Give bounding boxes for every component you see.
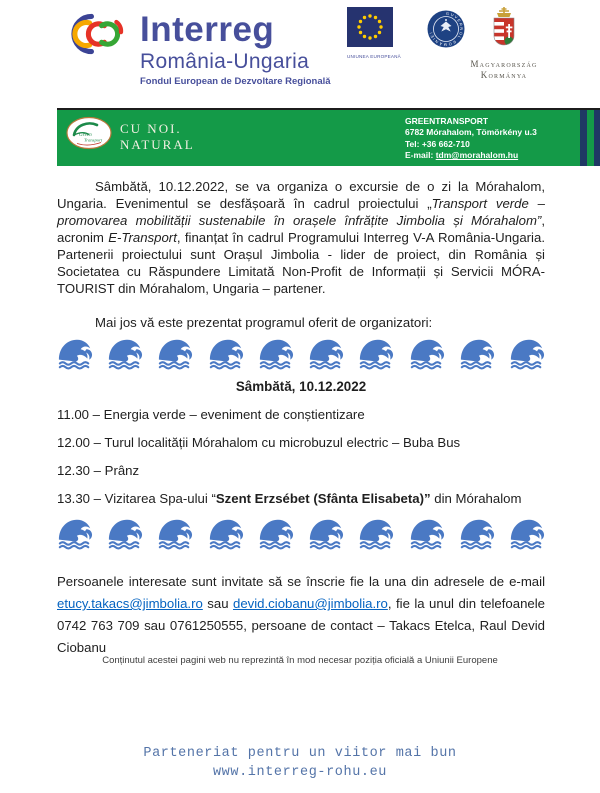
program-item-4-pre: 13.30 – Vizitarea Spa-ului “ (57, 491, 216, 506)
wave-icon (509, 516, 545, 550)
banner-slogan (120, 121, 195, 153)
org-email-link[interactable]: tdm@morahalom.hu (435, 149, 519, 160)
interreg-subtitle: Fondul European de Dezvoltare Regională (140, 76, 331, 87)
footer-url[interactable]: www.interreg-rohu.eu (212, 765, 388, 780)
contact-paragraph (57, 571, 545, 659)
org-email-line (405, 150, 537, 161)
wave-icon (157, 336, 193, 370)
wave-icon (409, 516, 445, 550)
wave-icon (258, 336, 294, 370)
footer-slogan: Parteneriat pentru un viitor mai bun (143, 746, 457, 761)
org-phone: Tel: +36 662-710 (405, 138, 470, 149)
wave-icon (509, 336, 545, 370)
greentransport-logo-icon (66, 116, 112, 155)
interreg-wordmark (140, 10, 331, 87)
wave-icon (157, 516, 193, 550)
eu-flag-icon (347, 34, 393, 51)
intro-text-1: Sâmbătă, 10.12.2022, se va organiza o excursie de o zi la Mórahalom, Ungaria. Evenimentul se desfășoară în cadrul proiectului „ (57, 179, 545, 211)
wave-icon (409, 336, 445, 370)
org-contact-block (405, 116, 537, 161)
org-email-label: E-mail: (405, 149, 436, 160)
eu-flag-caption: UNIUNEA EUROPEANĂ (347, 54, 401, 59)
gov-hu-block (460, 5, 548, 80)
program-item-3: 12.30 – Prânz (57, 463, 140, 478)
wave-icon (208, 336, 244, 370)
program-date-heading: Sâmbătă, 10.12.2022 (235, 379, 367, 394)
program-item-4-post: din Mórahalom (430, 491, 522, 506)
interreg-program-name: România-Ungaria (140, 50, 310, 73)
wave-icon (107, 516, 143, 550)
project-acronym-italic: E-Transport (108, 230, 177, 245)
interreg-logo (60, 10, 331, 87)
wave-icon (57, 516, 93, 550)
wave-icon (57, 336, 93, 370)
wave-divider-bottom (57, 516, 545, 550)
project-title-italic: Transport verde – promovarea mobilității sustenabile în orașele înfrățite Jimbolia și Mórahalom” (57, 196, 545, 228)
contact-text-1: Persoanele interesate sunt invitate să se înscrie fie la una din adresele de e-mail (57, 574, 545, 589)
flyer-body (57, 178, 545, 659)
contact-text-3: , fie la unul din telefoanele 0742 763 709 sau 0761250555, persoane de contact – Takacs Etelca, Raul Devid Ciobanu (57, 596, 546, 655)
program-item-4 (57, 490, 545, 507)
gov-hu-caption-line2: Kormánya (480, 69, 528, 80)
wave-icon (459, 336, 495, 370)
greentransport-banner (57, 108, 600, 166)
gov-hu-arms-icon (489, 38, 519, 55)
wave-icon (358, 336, 394, 370)
program-lead-paragraph: Mai jos vă este prezentat programul oferit de organizatori: (95, 315, 433, 330)
wave-icon (308, 336, 344, 370)
org-address: 6782 Mórahalom, Tömörkény u.3 (405, 127, 537, 138)
banner-stripe-decoration (580, 110, 587, 166)
interreg-brand-text: Interreg (140, 10, 275, 49)
interreg-infinity-icon (60, 10, 134, 63)
spa-name-bold: Szent Erzsébet (Sfânta Elisabeta)” (215, 491, 431, 506)
wave-icon (107, 336, 143, 370)
eu-flag-block (347, 7, 401, 59)
intro-text-3: , finanțat în cadrul Programului Interreg V-A România-Ungaria. Partenerii proiectului sunt Orașul Jimbolia - lider de proiect, din România și Societatea cu Răspundere Limitată Non-Profit de Informații și Servicii MÓRA-TOURIST din Mórahalom, Ungaria – partener. (57, 230, 545, 296)
svg-text:Transport: Transport (84, 137, 103, 143)
eu-disclaimer: Conținutul acestei pagini web nu reprezintă în mod necesar poziția oficială a Uniunii Europene (102, 655, 498, 666)
wave-icon (308, 516, 344, 550)
logo-header (0, 0, 600, 108)
program-item-1: 11.00 – Energia verde – eveniment de conștientizare (57, 407, 365, 422)
gov-ro-seal-caption: GUVERNUL ROMÂNIEI (428, 11, 464, 47)
footer-block (0, 744, 600, 782)
org-name: GREENTRANSPORT (405, 116, 489, 126)
wave-icon (459, 516, 495, 550)
banner-stripe-decoration (594, 110, 600, 166)
wave-icon (258, 516, 294, 550)
banner-slogan-line2: NATURAL (120, 137, 195, 152)
wave-icon (208, 516, 244, 550)
email-link-takacs[interactable]: etucy.takacs@jimbolia.ro (57, 596, 203, 611)
gov-hu-caption (460, 59, 548, 80)
contact-text-2: sau (202, 596, 233, 611)
banner-slogan-line1: CU NOI. (120, 121, 182, 136)
intro-paragraph (57, 178, 545, 297)
wave-divider-top (57, 336, 545, 370)
intro-text-2: , acronim (57, 213, 545, 245)
wave-icon (358, 516, 394, 550)
email-link-ciobanu[interactable]: devid.ciobanu@jimbolia.ro (232, 596, 388, 611)
svg-text:Green: Green (79, 132, 92, 138)
gov-hu-caption-line1: Magyarország (470, 59, 538, 69)
program-item-2: 12.00 – Turul localității Mórahalom cu microbuzul electric – Buba Bus (57, 435, 461, 450)
